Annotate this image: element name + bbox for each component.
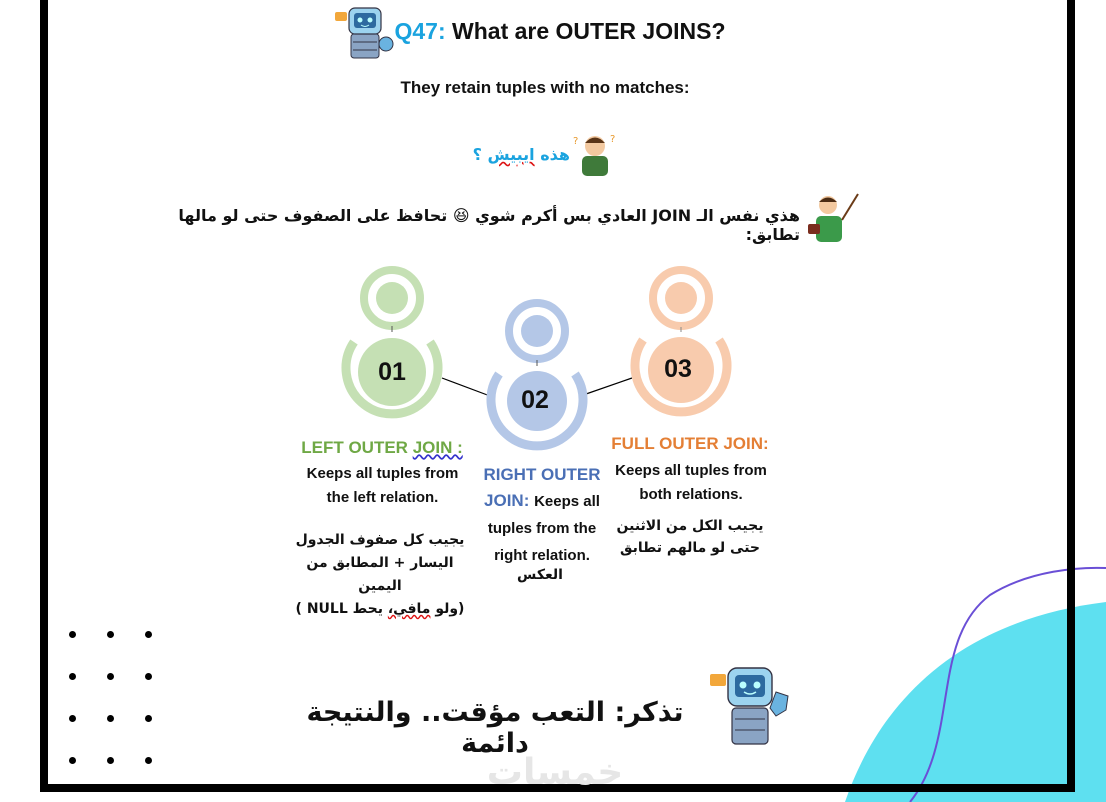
full-join-arabic [600, 515, 780, 559]
full-join-description: Keeps all tuples from both relations. [615, 462, 767, 503]
left-join-arabic-line2: اليسار + المطابق من اليمين [306, 555, 454, 594]
motto: تذكر: التعب مؤقت.. والنتيجة دائمة [306, 697, 684, 759]
step-03-number: 03 [664, 355, 692, 383]
left-join-label [292, 438, 472, 458]
left-join-label-main: LEFT OUTER [301, 438, 408, 457]
left-join-arabic-line3-b: يحط NULL ) [295, 601, 383, 617]
step-02-number: 02 [521, 386, 549, 414]
left-join-arabic-line3 [290, 598, 470, 621]
step-01-ring [346, 270, 438, 414]
confused-student-icon [570, 130, 620, 176]
left-join-arabic-line3-a: (ولو [435, 601, 465, 617]
teacher-pointer-icon [804, 190, 860, 244]
right-join-arabic: العكس [517, 567, 563, 583]
full-join-label: FULL OUTER JOIN: [611, 434, 769, 453]
left-join-arabic [290, 529, 470, 621]
left-join-description: Keeps all tuples from the left relation. [306, 465, 459, 506]
step-01-number: 01 [378, 358, 406, 386]
student-question [440, 145, 570, 164]
robot-server-icon [708, 662, 792, 748]
full-join-arabic-line1: يجيب الكل من الاثنين [616, 518, 764, 534]
student-question-word: ايبيش [487, 145, 535, 164]
right-join-description: Keeps all tuples from the right relation. [487, 493, 600, 564]
page-border-right [1067, 0, 1075, 792]
left-join-arabic-line3-squiggle: مافي، [387, 601, 431, 617]
question-number: Q47: [394, 18, 446, 44]
left-join-label-join: JOIN : [412, 438, 463, 457]
left-join-arabic-line1: يجيب كل صفوف الجدول [295, 532, 465, 548]
step-02-ring [491, 303, 583, 446]
page-border-left [40, 0, 48, 792]
student-question-mark: ؟ [472, 145, 482, 164]
question-title [300, 18, 820, 45]
right-join-label: RIGHT OUTER JOIN: [483, 465, 601, 510]
full-join-arabic-line2: حتى لو مالهم تطابق [619, 540, 761, 556]
watermark: خمسات [486, 752, 624, 793]
subtitle: They retain tuples with no matches: [400, 78, 690, 97]
question-text: What are OUTER JOINS? [452, 18, 726, 44]
right-join-block [472, 462, 612, 569]
svg-text:?: ? [610, 134, 616, 145]
svg-text:?: ? [573, 136, 579, 147]
student-question-rest: هذه [540, 145, 570, 164]
step-03-ring [635, 270, 727, 412]
teacher-explanation: هذي نفس الـ JOIN العادي بس أكرم شوي 😆 تحافظ على الصفوف حتى لو مالها تطابق: [178, 206, 800, 244]
